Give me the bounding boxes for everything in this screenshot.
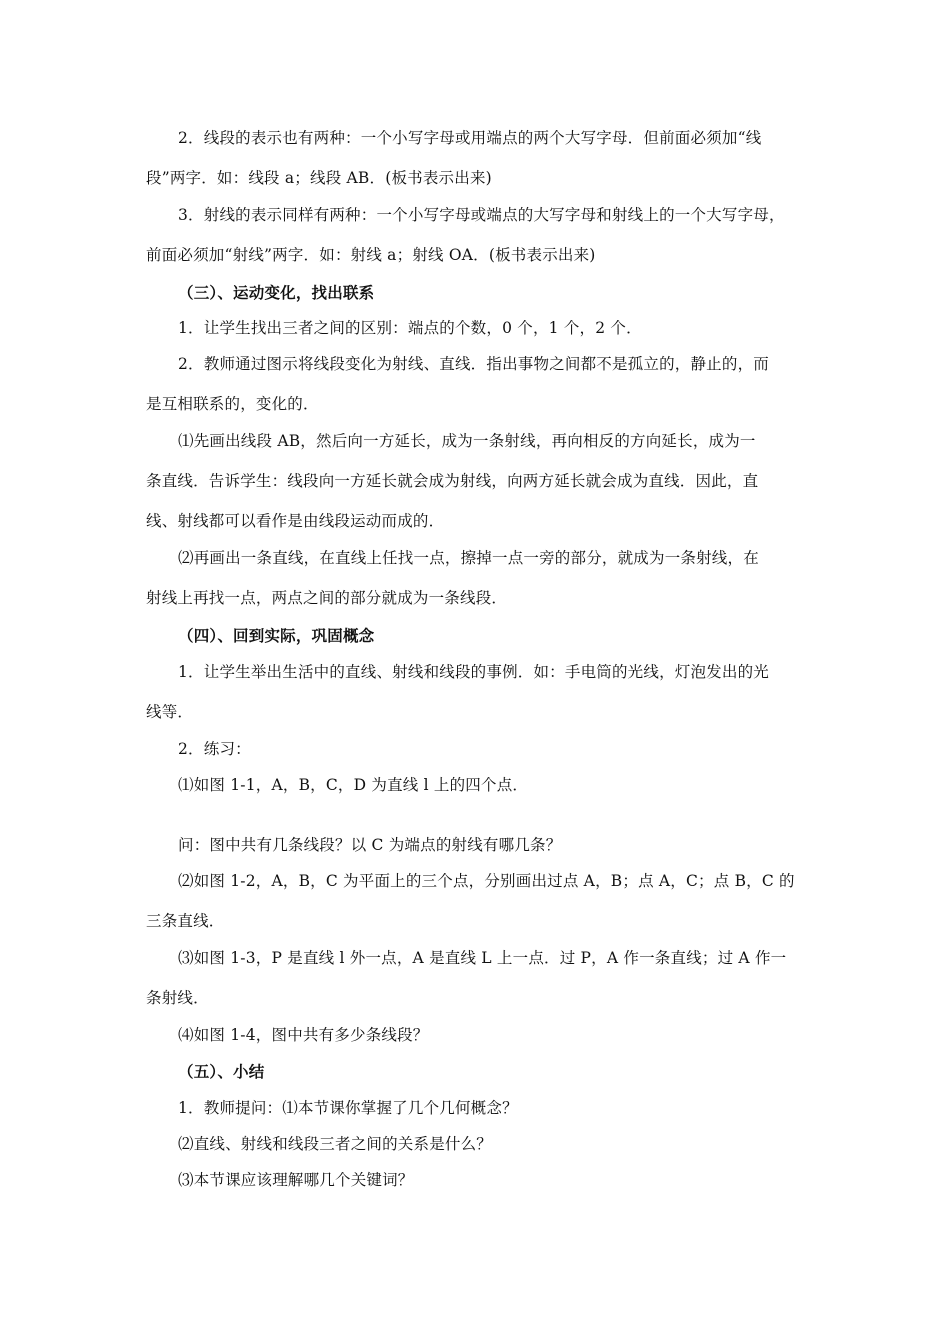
paragraph-line: ⑵直线、射线和线段三者之间的关系是什么？	[178, 1135, 493, 1153]
paragraph-line: 段”两字．如：线段 a；线段 AB．(板书表示出来)	[146, 169, 492, 187]
section-heading: （四）、回到实际，巩固概念	[178, 626, 375, 645]
paragraph-line: ⑷如图 1-4，图中共有多少条线段？	[178, 1026, 429, 1044]
paragraph-line: 2．教师通过图示将线段变化为射线、直线．指出事物之间都不是孤立的，静止的，而	[178, 355, 769, 373]
paragraph-line: 3．射线的表示同样有两种：一个小写字母或端点的大写字母和射线上的一个大写字母，	[178, 206, 785, 224]
paragraph-line: 线等．	[146, 703, 194, 721]
paragraph-line: 问：图中共有几条线段？以 C 为端点的射线有哪几条？	[178, 836, 562, 854]
paragraph-line: ⑵再画出一条直线，在直线上任找一点，擦掉一点一旁的部分，就成为一条射线，在	[178, 549, 759, 567]
section-heading: （三）、运动变化，找出联系	[178, 283, 375, 302]
paragraph-line: 1．教师提问：⑴本节课你掌握了几个几何概念？	[178, 1099, 518, 1117]
paragraph-line: ⑴如图 1-1，A，B，C，D 为直线 l 上的四个点．	[178, 776, 529, 794]
paragraph-line: 前面必须加“射线”两字．如：射线 a；射线 OA．(板书表示出来)	[146, 246, 596, 264]
paragraph-line: 是互相联系的，变化的．	[146, 395, 319, 413]
paragraph-line: ⑶如图 1-3，P 是直线 l 外一点，A 是直线 L 上一点．过 P，A 作一条直线；过 A 作一	[178, 949, 787, 967]
paragraph-line: 三条直线．	[146, 912, 225, 930]
paragraph-line: ⑵如图 1-2，A，B，C 为平面上的三个点，分别画出过点 A，B；点 A，C；点 B，C 的	[178, 872, 795, 890]
paragraph-line: ⑴先画出线段 AB，然后向一方延长，成为一条射线，再向相反的方向延长，成为一	[178, 432, 756, 450]
section-heading: （五）、小结	[178, 1062, 265, 1081]
paragraph-line: 1．让学生找出三者之间的区别：端点的个数，0 个，1 个，2 个．	[178, 319, 642, 337]
paragraph-line: 2．练习：	[178, 740, 251, 758]
paragraph-line: 条射线．	[146, 989, 209, 1007]
paragraph-line: ⑶本节课应该理解哪几个关键词？	[178, 1171, 414, 1189]
paragraph-line: 1．让学生举出生活中的直线、射线和线段的事例．如：手电筒的光线，灯泡发出的光	[178, 663, 769, 681]
paragraph-line: 2．线段的表示也有两种：一个小写字母或用端点的两个大写字母．但前面必须加“线	[178, 129, 762, 147]
paragraph-line: 射线上再找一点，两点之间的部分就成为一条线段．	[146, 589, 508, 607]
paragraph-line: 条直线．告诉学生：线段向一方延长就会成为射线，向两方延长就会成为直线．因此，直	[146, 472, 759, 490]
paragraph-line: 线、射线都可以看作是由线段运动而成的．	[146, 512, 445, 530]
